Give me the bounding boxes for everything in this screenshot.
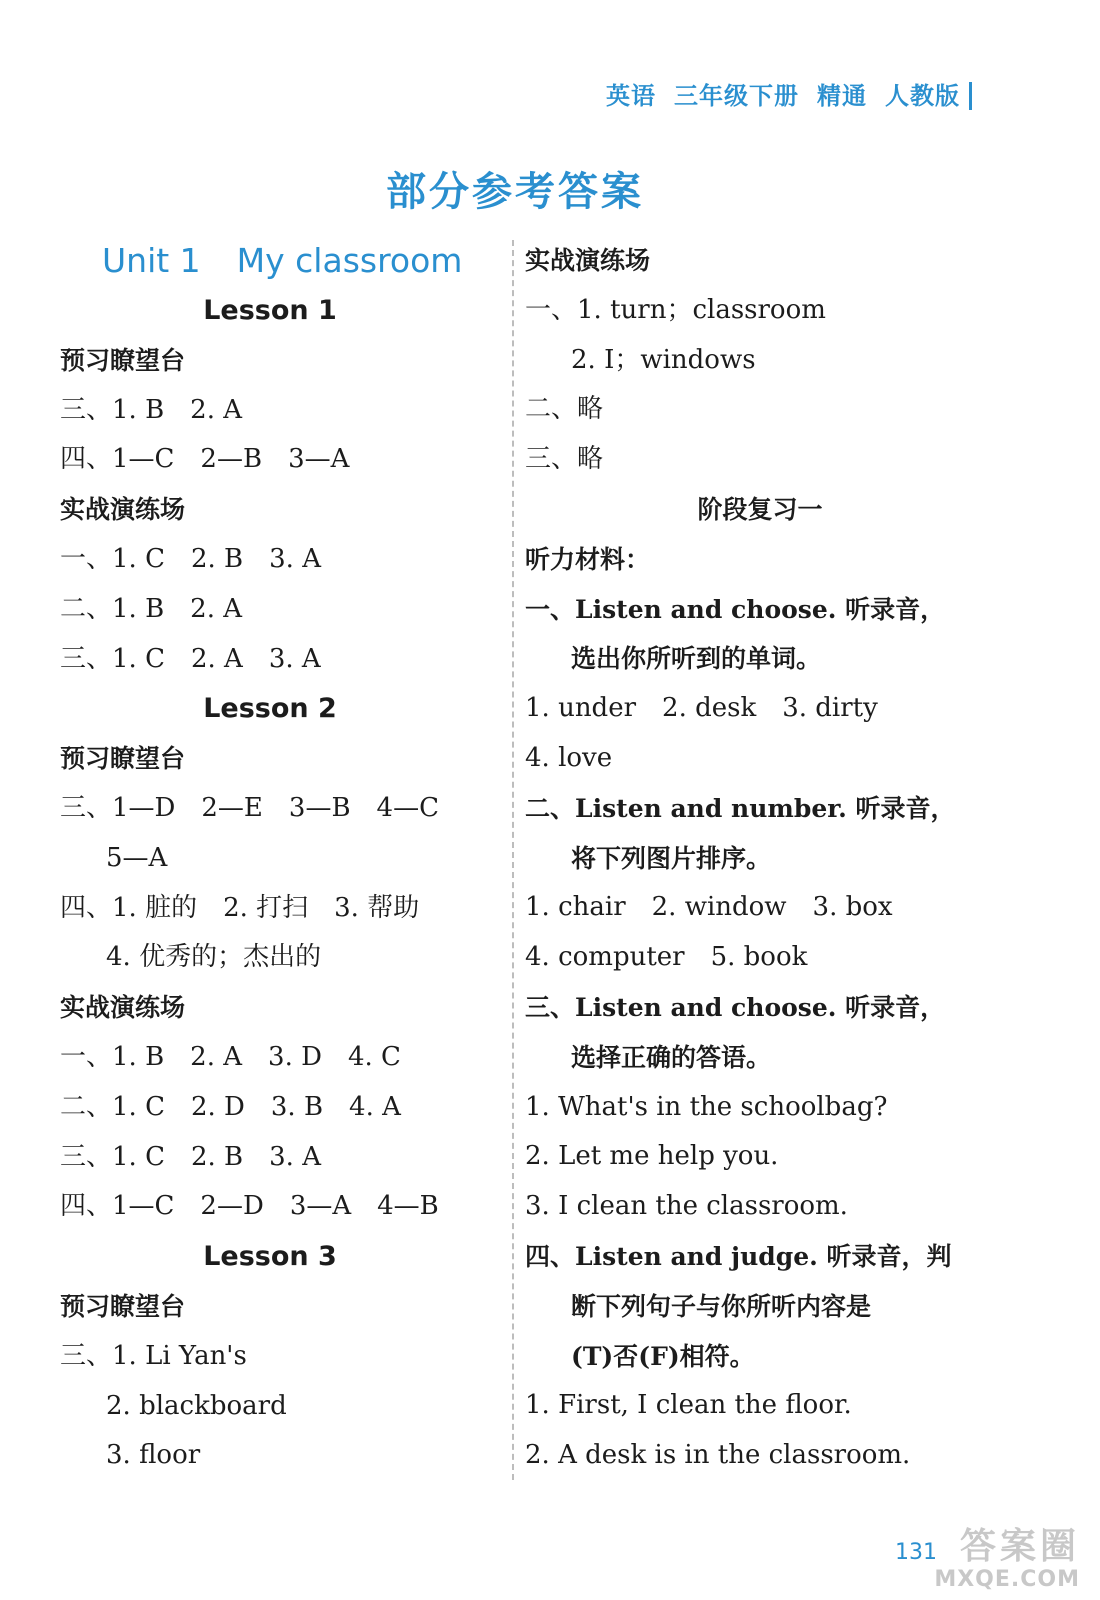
question-heading: 选出你所听到的单词。 bbox=[571, 644, 822, 674]
section-heading: 实战演练场 bbox=[525, 246, 651, 275]
answer-line: 二、略 bbox=[525, 394, 604, 425]
answer-line: 四、1—C 2—B 3—A bbox=[60, 444, 350, 475]
answer-line: 1. What's in the schoolbag? bbox=[525, 1091, 888, 1122]
header-edition: 人教版 bbox=[885, 82, 960, 110]
page-title: 部分参考答案 bbox=[386, 169, 644, 215]
section-heading: 实战演练场 bbox=[60, 993, 186, 1023]
answer-line: 三、略 bbox=[525, 444, 604, 475]
header-subject: 英语 bbox=[606, 82, 656, 110]
running-header bbox=[606, 76, 960, 111]
answer-line: 3. I clean the classroom. bbox=[525, 1191, 848, 1222]
lesson-heading: Lesson 1 bbox=[203, 295, 337, 326]
lesson-heading: Lesson 2 bbox=[203, 693, 337, 725]
answer-line: 一、1. C 2. B 3. A bbox=[60, 543, 321, 574]
watermark-url: MXQE.COM bbox=[934, 1567, 1080, 1592]
answer-line: 四、1. 脏的 2. 打扫 3. 帮助 bbox=[60, 892, 420, 923]
answer-line: 4. love bbox=[525, 742, 613, 773]
section-heading: 预习瞭望台 bbox=[60, 744, 186, 774]
answer-line: 一、1. B 2. A 3. D 4. C bbox=[60, 1041, 401, 1072]
watermark-logo bbox=[934, 1527, 1080, 1592]
section-heading: 预习瞭望台 bbox=[60, 345, 186, 375]
unit-title bbox=[60, 236, 480, 286]
answer-line: 1. chair 2. window 3. box bbox=[525, 892, 893, 923]
question-heading: 三、Listen and choose. 听录音， bbox=[525, 992, 946, 1022]
lesson-heading: Lesson 3 bbox=[203, 1241, 337, 1273]
answer-line: 4. 优秀的；杰出的 bbox=[106, 942, 322, 973]
answer-line: 四、1—C 2—D 3—A 4—B bbox=[60, 1191, 439, 1222]
answer-line: 2. I；windows bbox=[571, 344, 756, 375]
column-divider bbox=[512, 240, 514, 1480]
answer-line: 2. Let me help you. bbox=[525, 1141, 779, 1172]
question-heading: 选择正确的答语。 bbox=[571, 1042, 772, 1072]
header-accent-bar bbox=[969, 82, 972, 110]
right-column bbox=[525, 236, 995, 1481]
answer-line: 三、1. C 2. A 3. A bbox=[60, 643, 321, 674]
unit-name: My classroom bbox=[236, 241, 463, 280]
question-heading: 将下列图片排序。 bbox=[571, 843, 772, 873]
answer-line: 4. computer 5. book bbox=[525, 942, 808, 973]
answer-line: 1. First, I clean the floor. bbox=[525, 1390, 852, 1421]
answer-line: 三、1—D 2—E 3—B 4—C bbox=[60, 792, 439, 823]
section-heading: 实战演练场 bbox=[60, 495, 186, 525]
question-heading: (T)否(F)相符。 bbox=[571, 1341, 755, 1371]
header-series: 精通 bbox=[817, 82, 867, 110]
listening-label: 听力材料： bbox=[525, 544, 651, 574]
review-heading: 阶段复习一 bbox=[697, 494, 823, 524]
question-heading: 断下列句子与你所听内容是 bbox=[571, 1291, 872, 1321]
question-heading: 四、Listen and judge. 听录音，判 bbox=[525, 1241, 952, 1271]
answer-line: 三、1. B 2. A bbox=[60, 394, 243, 425]
answer-line: 二、1. B 2. A bbox=[60, 593, 243, 624]
watermark-text: 答案圈 bbox=[959, 1526, 1080, 1567]
answer-line: 2. blackboard bbox=[106, 1390, 287, 1421]
answer-line: 2. A desk is in the classroom. bbox=[525, 1440, 911, 1471]
section-heading: 预习瞭望台 bbox=[60, 1291, 186, 1321]
answer-line: 二、1. C 2. D 3. B 4. A bbox=[60, 1091, 401, 1122]
page-number: 131 bbox=[895, 1540, 937, 1565]
question-heading: 一、Listen and choose. 听录音， bbox=[525, 594, 946, 624]
answer-line: 一、1. turn；classroom bbox=[525, 294, 826, 325]
header-grade: 三年级下册 bbox=[674, 82, 799, 110]
unit-number: Unit 1 bbox=[102, 241, 201, 280]
answer-line: 5—A bbox=[106, 842, 168, 873]
answer-line: 3. floor bbox=[106, 1440, 201, 1471]
left-column bbox=[60, 236, 480, 1481]
answer-line: 三、1. Li Yan's bbox=[60, 1340, 247, 1371]
answer-line: 1. under 2. desk 3. dirty bbox=[525, 693, 878, 724]
answer-line: 三、1. C 2. B 3. A bbox=[60, 1141, 321, 1172]
question-heading: 二、Listen and number. 听录音， bbox=[525, 793, 956, 823]
